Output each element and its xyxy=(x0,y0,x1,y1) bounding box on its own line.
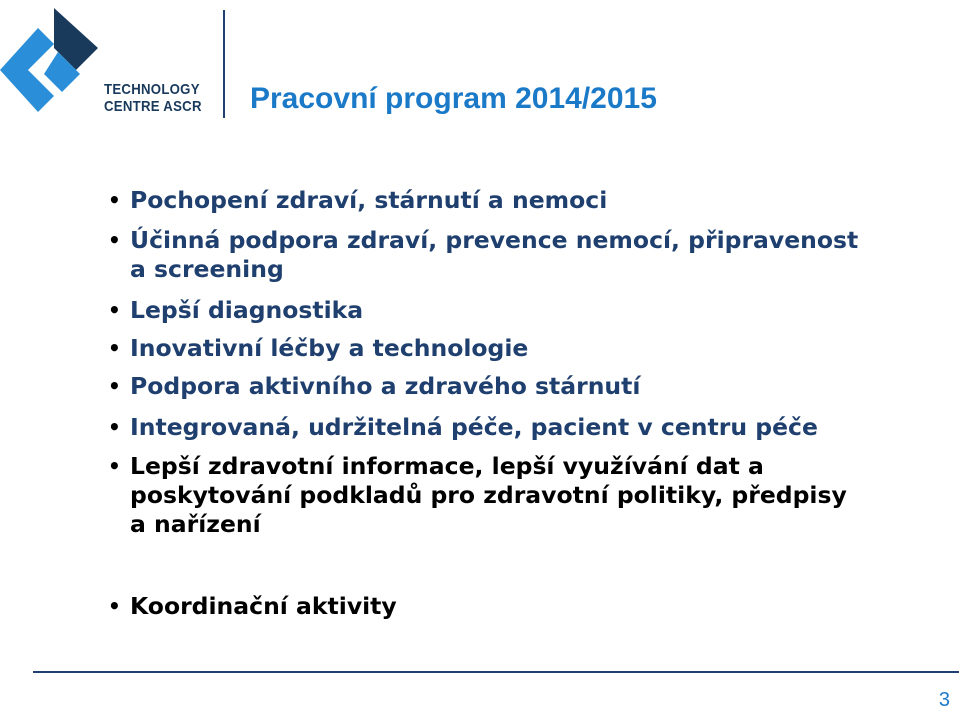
bullet-dot-icon: • xyxy=(108,298,121,322)
bullet-dot-icon: • xyxy=(108,228,121,252)
bullet-text: Účinná podpora zdraví, prevence nemocí, připravenost a screening xyxy=(130,226,859,283)
bullet-list xyxy=(105,0,955,650)
bullet-text: Koordinační aktivity xyxy=(130,592,397,620)
bullet-text: Lepší diagnostika xyxy=(130,296,364,324)
bullet-dot-icon: • xyxy=(108,374,121,398)
slide-title: Pracovní program 2014/2015 xyxy=(250,82,657,115)
bullet-dot-icon: • xyxy=(108,415,121,439)
bullet-dot-icon: • xyxy=(108,594,121,618)
bullet-dot-icon: • xyxy=(108,454,121,478)
bullet-text: Lepší zdravotní informace, lepší využívání dat a poskytování podkladů pro zdravotní politiky, předpisy a nařízení xyxy=(130,452,847,538)
page-number: 3 xyxy=(938,689,950,711)
bullet-text: Integrovaná, udržitelná péče, pacient v centru péče xyxy=(130,413,818,441)
bullet-text: Podpora aktivního a zdravého stárnutí xyxy=(130,372,641,400)
logo-mark-icon xyxy=(0,0,110,125)
bullet-dot-icon: • xyxy=(108,336,121,360)
bullet-text: Inovativní léčby a technologie xyxy=(130,334,529,362)
bullet-dot-icon: • xyxy=(108,188,121,212)
logo-text-line2: CENTRE ASCR xyxy=(104,98,202,115)
bullet-text: Pochopení zdraví, stárnutí a nemoci xyxy=(130,186,608,214)
footer-divider xyxy=(33,671,959,673)
logo-text-line1: TECHNOLOGY xyxy=(104,81,200,98)
